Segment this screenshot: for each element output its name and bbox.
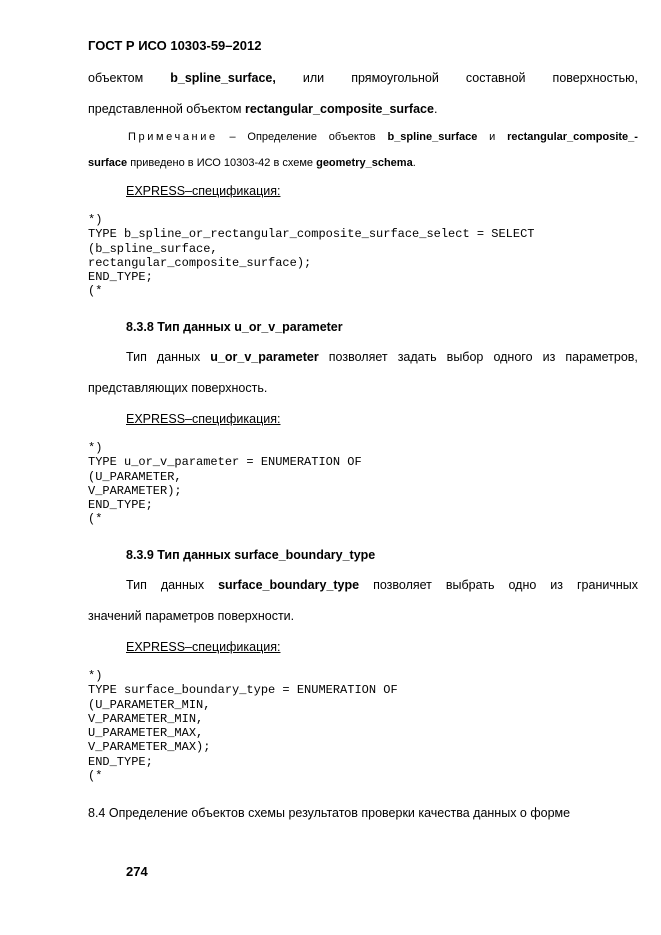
word: поверхностью,	[552, 71, 638, 85]
intro-line-1	[88, 71, 638, 85]
word: b_spline_surface,	[170, 71, 276, 85]
word: rectangular_composite_-	[507, 131, 638, 143]
word: или	[302, 71, 325, 85]
word: параметров,	[565, 350, 638, 364]
intro-line-2	[88, 102, 437, 116]
para-line-1	[126, 350, 638, 364]
word: объектом	[88, 71, 144, 85]
word: surface_boundary_type	[218, 578, 360, 592]
note-label: Примечание	[128, 131, 218, 143]
express-label: EXPRESS–спецификация:	[126, 184, 281, 198]
code-block: *) TYPE b_spline_or_rectangular_composite_surface_select = SELECT (b_spline_surface, rectangular_composite_surface); END_TYPE; (*	[88, 213, 535, 299]
code-block: *) TYPE u_or_v_parameter = ENUMERATION OF (U_PARAMETER, V_PARAMETER); END_TYPE; (*	[88, 441, 362, 527]
word: данных	[160, 578, 205, 592]
word: из	[542, 350, 556, 364]
intro-text: представленной объектом	[88, 102, 245, 116]
word: позволяет	[373, 578, 432, 592]
word: Тип	[126, 578, 147, 592]
word: одного	[493, 350, 533, 364]
word: выбор	[446, 350, 484, 364]
section-heading: 8.3.9 Тип данных surface_boundary_type	[126, 548, 376, 562]
word: составной	[465, 71, 526, 85]
document-header: ГОСТ Р ИСО 10303-59–2012	[88, 38, 262, 53]
word: из	[550, 578, 564, 592]
note-entity: surface	[88, 157, 128, 169]
word: Определение	[247, 131, 317, 143]
word: –	[229, 131, 236, 143]
word: u_or_v_parameter	[210, 350, 319, 364]
note-schema: geometry_schema	[316, 157, 413, 169]
word: b_spline_surface	[387, 131, 478, 143]
note-text: приведено в ИСО 10303-42 в схеме	[127, 157, 317, 169]
word: граничных	[576, 578, 638, 592]
note-line-1	[128, 131, 638, 143]
word: и	[489, 131, 496, 143]
word: Тип	[126, 350, 147, 364]
word: одно	[508, 578, 537, 592]
section-heading: 8.3.8 Тип данных u_or_v_parameter	[126, 320, 343, 334]
word: позволяет	[328, 350, 388, 364]
note-end: .	[412, 157, 416, 169]
word: данных	[156, 350, 201, 364]
note-line-2	[88, 157, 416, 169]
code-block: *) TYPE surface_boundary_type = ENUMERATION OF (U_PARAMETER_MIN, V_PARAMETER_MIN, U_PARAMETER_MAX, V_PARAMETER_MAX); END_TYPE; (*	[88, 669, 398, 784]
express-label: EXPRESS–спецификация:	[126, 640, 281, 654]
intro-entity: rectangular_composite_surface	[244, 102, 434, 116]
word: объектов	[328, 131, 376, 143]
section-heading-8-4: 8.4 Определение объектов схемы результатов проверки качества данных о форме	[88, 806, 571, 820]
word: прямоугольной	[351, 71, 439, 85]
intro-end: .	[433, 102, 438, 116]
page-number: 274	[126, 864, 148, 879]
word: задать	[397, 350, 437, 364]
express-label: EXPRESS–спецификация:	[126, 412, 281, 426]
word: выбрать	[445, 578, 495, 592]
para-line-2: представляющих поверхность.	[88, 381, 268, 395]
para-line-1	[126, 578, 638, 592]
para-line-2: значений параметров поверхности.	[88, 609, 295, 623]
